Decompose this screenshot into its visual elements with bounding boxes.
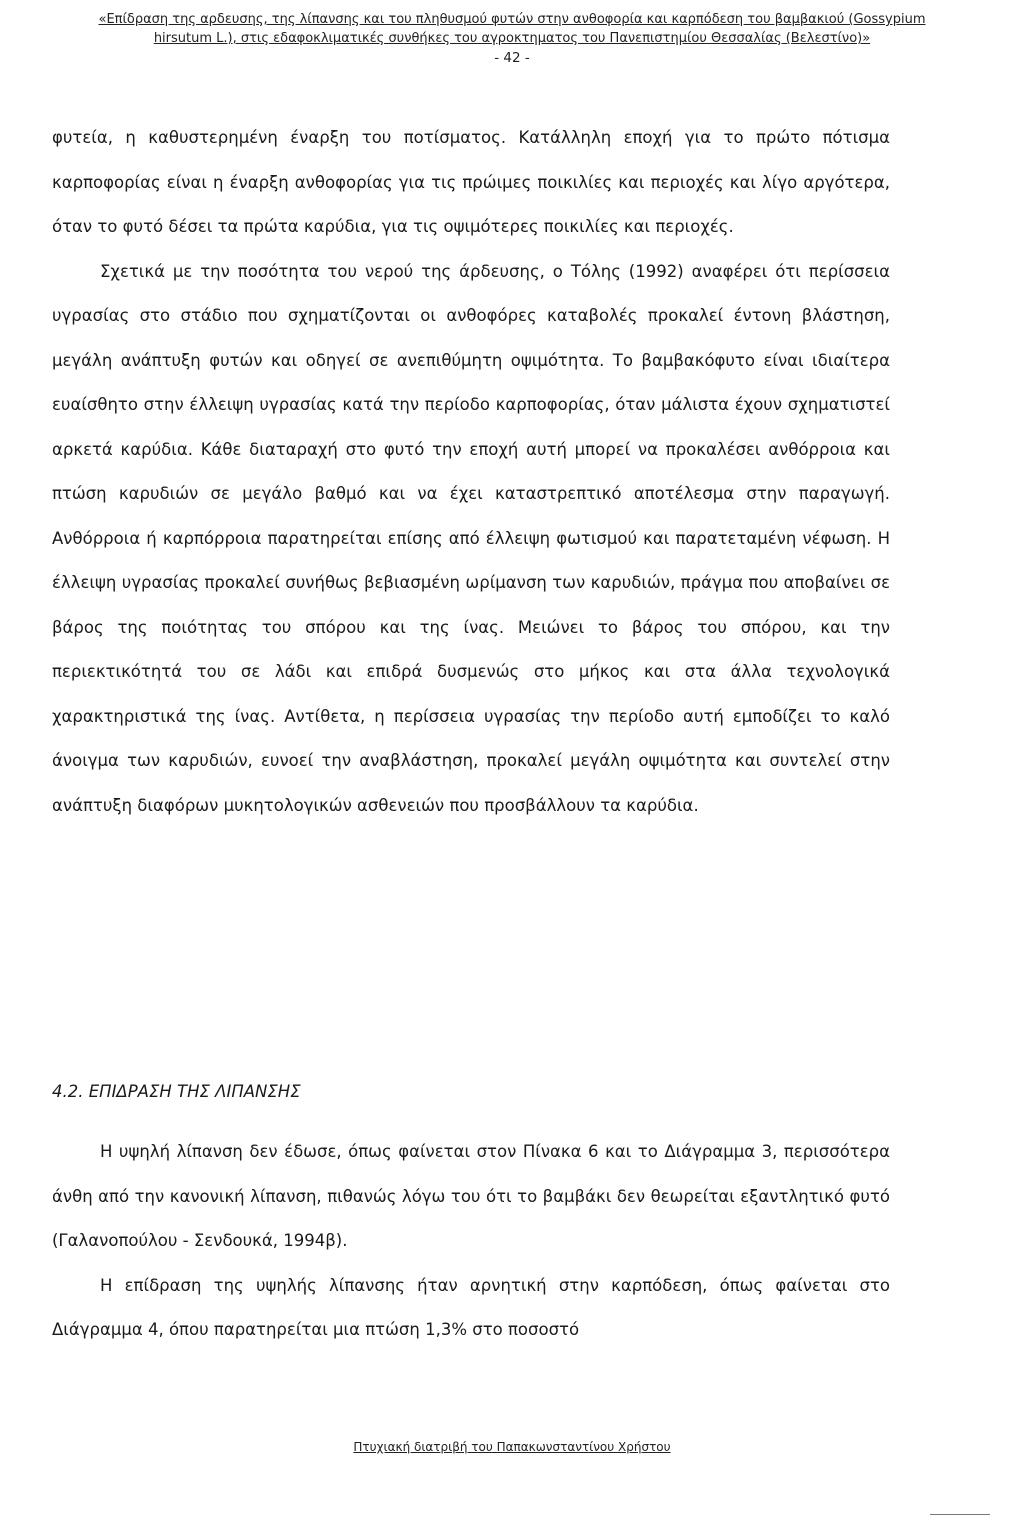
paragraph-irrigation-quantity: Σχετικά με την ποσότητα του νερού της άρδευσης, ο Τόλης (1992) αναφέρει ότι περίσσεια υγρασίας στο στάδιο που σχηματίζονται οι ανθοφόρες καταβολές προκαλεί έντονη βλάστηση, μεγάλη ανάπτυξη φυτών και οδηγεί σε ανεπιθύμητη οψιμότητα. Το βαμβακόφυτο είναι ιδιαίτερα ευαίσθητο στην έλλειψη υγρασίας κατά την περίοδο καρποφορίας, όταν μάλιστα έχουν σχηματιστεί αρκετά καρύδια. Κάθε διαταραχή στο φυτό την εποχή αυτή μπορεί να προκαλέσει ανθόρροια και πτώση καρυδιών σε μεγάλο βαθμό και να έχει καταστρεπτικό αποτέλεσμα στην παραγωγή. Ανθόρροια ή καρπόρροια παρατηρείται επίσης από έλλειψη φωτισμού και παρατεταμένη νέφωση. Η έλλειψη υγρασίας προκαλεί συνήθως βεβιασμένη ωρίμανση των καρυδιών, πράγμα που αποβαίνει σε βάρος της ποιότητας του σπόρου και της ίνας. Μειώνει το βάρος του σπόρου, και την περιεκτικότητά του σε λάδι και επιδρά δυσμενώς στο μήκος και στα άλλα τεχνολογικά χαρακτηριστικά της ίνας. Αντίθετα, η περίσσεια υγρασίας την περίοδο αυτή εμποδίζει το καλό άνοιγμα των καρυδιών, ευνοεί την αναβλάστηση, προκαλεί μεγάλη οψιμότητα και συντελεί στην ανάπτυξη διαφόρων μυκητολογικών ασθενειών που προσβάλλουν τα καρύδια. (52, 261, 890, 815)
header-title-line-2: hirsutum L.), στις εδαφοκλιματικές συνθήκες του αγροκτηματος του Πανεπιστημίου Θεσσαλίας (Βελεστίνο)» (153, 31, 871, 46)
section-body (52, 1130, 890, 1353)
page-footer: Πτυχιακή διατριβή του Παπακωνσταντίνου Χρήστου (353, 1440, 671, 1454)
running-header (40, 10, 984, 68)
body-text (52, 116, 890, 828)
section-heading: 4.2. ΕΠΙΔΡΑΣΗ ΤΗΣ ΛΙΠΑΝΣΗΣ (52, 1082, 301, 1101)
paragraph-fertilization-flowers: Η υψηλή λίπανση δεν έδωσε, όπως φαίνεται στον Πίνακα 6 και το Διάγραμμα 3, περισσότερα άνθη από την κανονική λίπανση, πιθανώς λόγω του ότι το βαμβάκι δεν θεωρείται εξαντλητικό φυτό (Γαλανοπούλου - Σενδουκά, 1994β). (52, 1142, 890, 1250)
paragraph-continuation: φυτεία, η καθυστερημένη έναρξη του ποτίσματος. Κατάλληλη εποχή για το πρώτο πότισμα καρποφορίας είναι η έναρξη ανθοφορίας για τις πρώιμες ποικιλίες και περιοχές και λίγο αργότερα, όταν το φυτό δέσει τα πρώτα καρύδια, για τις οψιμότερες ποικιλίες και περιοχές. (52, 128, 890, 236)
paragraph-fertilization-fruit-set: Η επίδραση της υψηλής λίπανσης ήταν αρνητική στην καρπόδεση, όπως φαίνεται στο Διάγραμμα 4, όπου παρατηρείται μια πτώση 1,3% στο ποσοστό (52, 1275, 890, 1339)
header-title-line-1: «Επίδραση της αρδευσης, της λίπανσης και του πληθυσμού φυτών στην ανθοφορία και καρπόδεση του βαμβακιού (Gossypium (98, 12, 926, 27)
page-number: - 42 - (494, 50, 530, 66)
scan-mark (930, 1514, 990, 1515)
